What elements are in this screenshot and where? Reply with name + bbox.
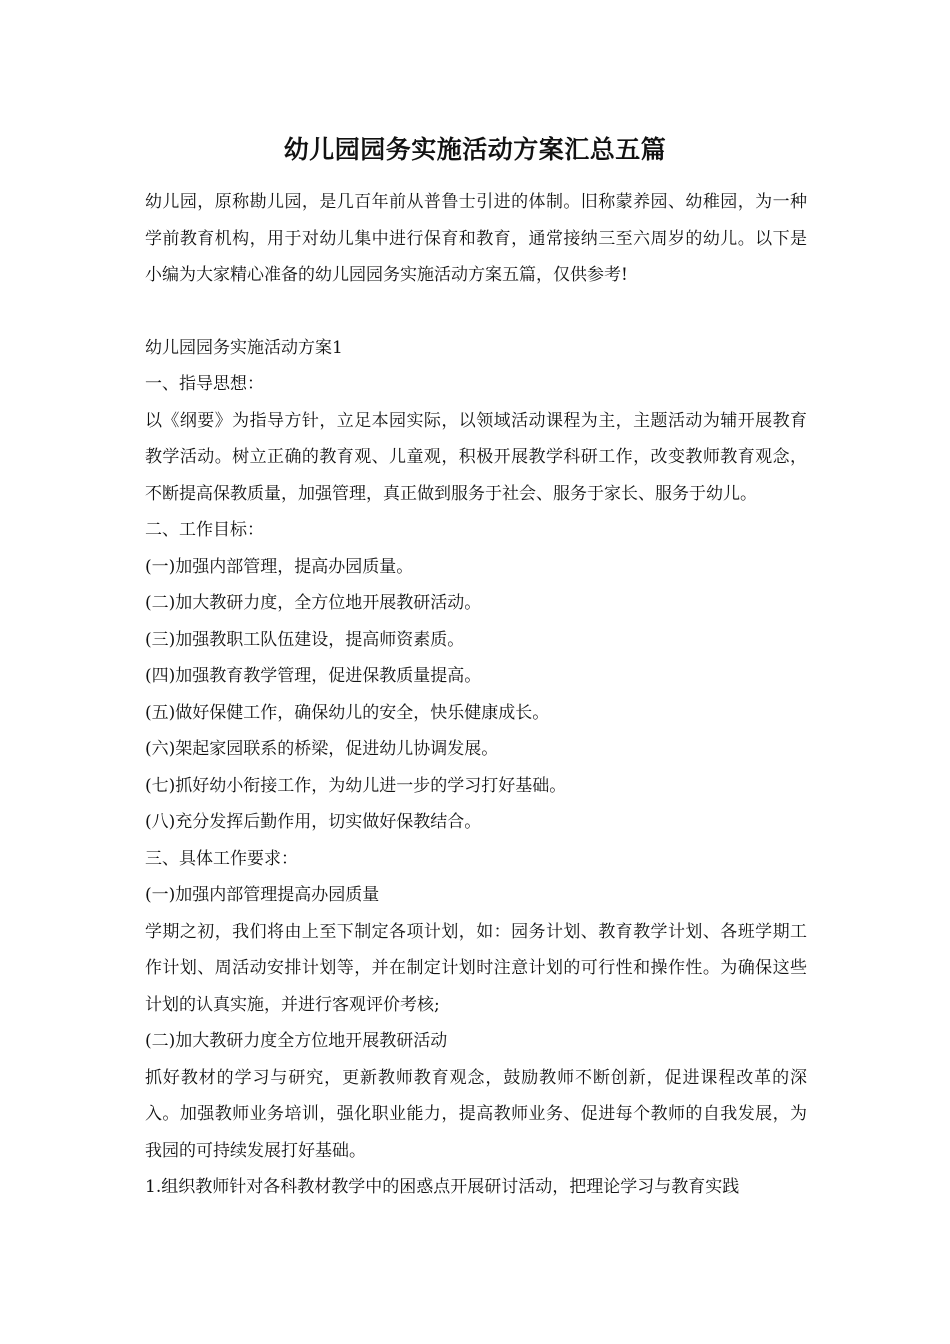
document-body [145, 184, 807, 1206]
list-item: (七)抓好幼小衔接工作，为幼儿进一步的学习打好基础。 [145, 775, 567, 796]
body-paragraph: 抓好教材的学习与研究，更新教师教育观念，鼓励教师不断创新，促进课程改革的深入。加强教师业务培训，强化职业能力，提高教师业务、促进每个教师的自我发展，为我园的可持续发展打好基础。 [145, 1067, 807, 1161]
list-item: (八)充分发挥后勤作用，切实做好保教结合。 [145, 812, 482, 832]
intro-paragraph: 幼儿园，原称勘儿园，是几百年前从普鲁士引进的体制。旧称蒙养园、幼稚园，为一种学前教育机构，用于对幼儿集中进行保育和教育，通常接纳三至六周岁的幼儿。以下是小编为大家精心准备的幼儿园园务实施活动方案五篇，仅供参考! [145, 192, 807, 285]
paragraph-spacer [145, 294, 807, 330]
list-item: (一)加强内部管理，提高办园质量。 [145, 556, 414, 577]
subheading: (一)加强内部管理提高办园质量 [145, 885, 380, 905]
heading-work-goals: 二、工作目标： [145, 520, 264, 540]
heading-guiding-ideology: 一、指导思想： [145, 374, 264, 394]
list-item: (五)做好保健工作，确保幼儿的安全，快乐健康成长。 [145, 702, 550, 723]
subheading: (二)加大教研力度全方位地开展教研活动 [145, 1031, 448, 1051]
list-item: (三)加强教职工队伍建设，提高师资素质。 [145, 629, 465, 650]
heading-specific-requirements: 三、具体工作要求： [145, 848, 298, 869]
document-title: 幼儿园园务实施活动方案汇总五篇 [283, 135, 667, 164]
body-paragraph: 学期之初，我们将由上至下制定各项计划，如：园务计划、教育教学计划、各班学期工作计划、周活动安排计划等，并在制定计划时注意计划的可行性和操作性。为确保这些计划的认真实施，并进行客观评价考核; [145, 921, 807, 1015]
list-item: (四)加强教育教学管理，促进保教质量提高。 [145, 666, 482, 686]
section-heading: 幼儿园园务实施活动方案1 [145, 337, 343, 358]
body-paragraph: 1.组织教师针对各科教材教学中的困惑点开展研讨活动，把理论学习与教育实践 [145, 1177, 740, 1197]
list-item: (六)架起家园联系的桥梁，促进幼儿协调发展。 [145, 739, 499, 759]
list-item: (二)加大教研力度，全方位地开展教研活动。 [145, 593, 482, 613]
body-paragraph: 以《纲要》为指导方针，立足本园实际，以领域活动课程为主，主题活动为辅开展教育教学活动。树立正确的教育观、儿童观，积极开展教学科研工作，改变教师教育观念，不断提高保教质量，加强管理，真正做到服务于社会、服务于家长、服务于幼儿。 [145, 410, 807, 504]
